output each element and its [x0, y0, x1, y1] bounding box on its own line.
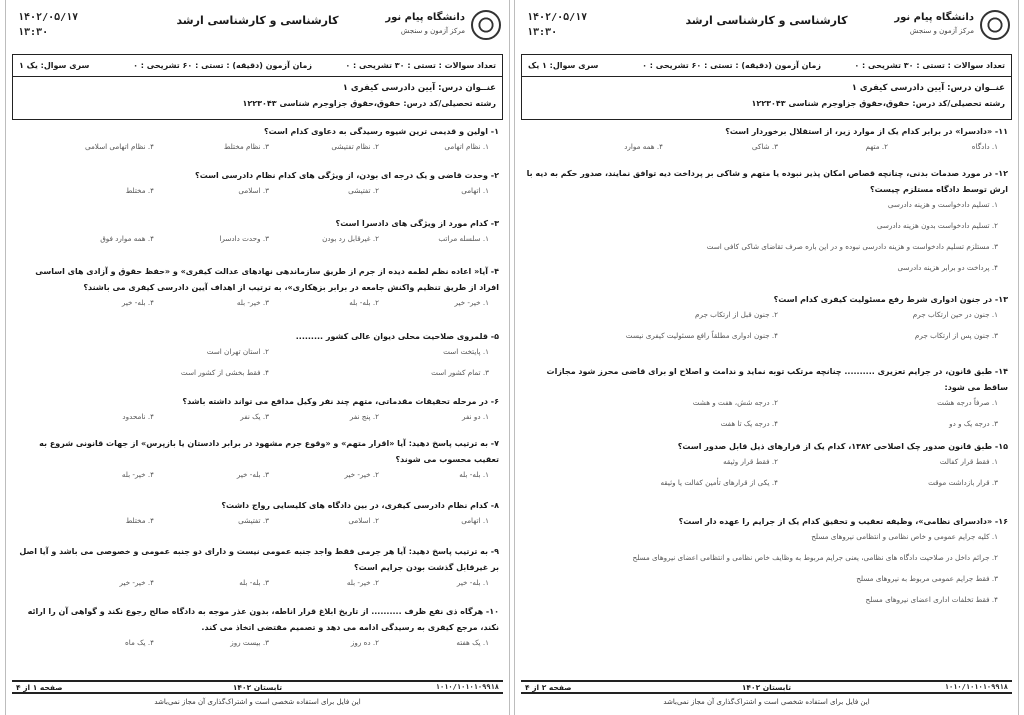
answer-option[interactable]: ۴. درجه یک تا هفت	[720, 419, 778, 428]
question-item	[525, 364, 1008, 438]
question-text: ۱۶- «دادسرای نظامی»، وظیفه تعقیب و تحقیق کدام یک از جرایم را عهده دار است؟	[678, 517, 1008, 526]
question-count: تعداد سوالات : تستی : ۳۰ تشریحی : ۰	[345, 61, 496, 70]
answer-option[interactable]: ۱. دو نفر	[461, 412, 489, 421]
answer-option[interactable]: ۱. سلسله مراتب	[438, 234, 489, 243]
answer-option[interactable]: ۴. نامحدود	[122, 412, 154, 421]
answer-option[interactable]: ۴. خیر- بله	[121, 470, 154, 479]
question-series: سری سوال: ۱ یک	[528, 61, 599, 70]
answer-option[interactable]: ۲. اسلامی	[348, 516, 379, 525]
question-series: سری سوال: یک ۱	[19, 61, 90, 70]
question-text: ۱۵- طبق قانون صدور چک اصلاحی ۱۳۸۲، کدام یک از قرارهای ذیل قابل صدور است؟	[677, 442, 1008, 451]
answer-option[interactable]: ۴. فقط بخشی از کشور است	[180, 368, 269, 377]
answer-option[interactable]: ۴. خیر- خیر	[119, 578, 154, 587]
field-code: رشته تحصیلی/کد درس: حقوق،حقوق جزاوجرم شناسی ۱۲۲۳۰۴۳	[242, 99, 496, 108]
field-code: رشته تحصیلی/کد درس: حقوق،حقوق جزاوجرم شناسی ۱۲۲۳۰۴۳	[751, 99, 1005, 108]
question-item	[525, 439, 1008, 497]
answer-option[interactable]: ۳. خیر- بله	[236, 298, 269, 307]
question-item	[525, 124, 1008, 156]
exam-datetime	[18, 10, 78, 40]
answer-option[interactable]: ۱. اتهامی	[461, 186, 489, 195]
question-item	[16, 498, 499, 530]
question-text: ۱۳- در جنون ادواری شرط رفع مسئولیت کیفری کدام است؟	[773, 295, 1008, 304]
exam-datetime	[527, 10, 587, 40]
answer-option[interactable]: ۱. جنون در حین ارتکاب جرم	[912, 310, 998, 319]
question-item	[525, 166, 1008, 282]
answer-option[interactable]: ۱. خیر- خیر	[454, 298, 489, 307]
question-item	[16, 544, 499, 592]
exam-page-2	[514, 0, 1019, 715]
exam-info-row	[522, 55, 1011, 77]
exam-duration: زمان آزمون (دقیقه) : تستی : ۶۰ تشریحی : ۰	[133, 61, 312, 70]
question-text: ۴- آیا« اعاده نظم لطمه دیده از جرم از طریق سازماندهی نهادهای عدالت کیفری» و «حفظ حقوق و آزادی های اساسی افراد از طریق تنظیم واکنش جامعه در برابر بزهکاری»، به ترتیب از اهداف آیین دادرسی کیفری می باشند؟	[35, 267, 499, 292]
answer-option[interactable]: ۱. پایتخت است	[443, 347, 489, 356]
question-text: ۹- به ترتیب پاسخ دهید: آیا هر جرمی فقط واجد جنبه عمومی نیست و دارای دو جنبه عمومی و خصوصی می باشد و آیا اصل بر غیرقابل گذشت بودن جرایم است؟	[19, 547, 499, 572]
answer-option[interactable]: ۲. تفتیشی	[348, 186, 379, 195]
exam-date: ۱۴۰۲/۰۵/۱۷	[527, 12, 588, 23]
answer-option[interactable]: ۳. مستلزم تسلیم دادخواست و هزینه دادرسی نبوده و در این باره صرف تقاضای شاکی کافی است	[706, 242, 998, 251]
answer-option[interactable]: ۲. تسلیم دادخواست بدون هزینه دادرسی	[876, 221, 998, 230]
question-item	[16, 216, 499, 248]
answer-option[interactable]: ۴. یک ماه	[125, 638, 154, 647]
answer-option[interactable]: ۳. وحدت دادسرا	[219, 234, 269, 243]
answer-option[interactable]: ۴. یکی از قرارهای تأمین کفالت یا وثیقه	[660, 478, 778, 487]
center-name: مرکز آزمون و سنجش	[909, 27, 974, 35]
exam-term: تابستان ۱۴۰۲	[232, 683, 283, 692]
answer-option[interactable]: ۲. نظام تفتیشی	[331, 142, 379, 151]
answer-option[interactable]: ۳. قرار بازداشت موقت	[928, 478, 998, 487]
answer-option[interactable]: ۲. درجه شش، هفت و هشت	[692, 398, 778, 407]
answer-option[interactable]: ۲. خیر- خیر	[344, 470, 379, 479]
question-text: ۱۱- «دادسرا» در برابر کدام یک از موارد زیر، از استقلال برخوردار است؟	[725, 127, 1008, 136]
question-text: ۱۲- در مورد صدمات بدنی، چنانچه قصاص امکان پذیر نبوده یا متهم و شاکی بر پرداخت دیه توافق نمایند، صدور حکم به دیه با ارش توسط دادگاه مستلزم چیست؟	[526, 169, 1008, 194]
page-header	[14, 10, 501, 50]
question-text: ۷- به ترتیب پاسخ دهید: آیا «اقرار متهم» و «وقوع جرم مشهود در برابر دادستان یا بازپرس» از جهات قانونی شروع به تعقیب محسوب می شوند؟	[39, 439, 499, 464]
exam-duration: زمان آزمون (دقیقه) : تستی : ۶۰ تشریحی : ۰	[642, 61, 821, 70]
answer-option[interactable]: ۲. غیرقابل رد بودن	[322, 234, 379, 243]
question-count: تعداد سوالات : تستی : ۳۰ تشریحی : ۰	[854, 61, 1005, 70]
answer-option[interactable]: ۳. تمام کشور است	[431, 368, 489, 377]
exam-info-box	[12, 54, 503, 120]
answer-option[interactable]: ۳. تفتیشی	[238, 516, 269, 525]
question-item	[16, 394, 499, 426]
answer-option[interactable]: ۲. متهم	[865, 142, 888, 151]
question-text: ۶- در مرحله تحقیقات مقدماتی، متهم چند نفر وکیل مدافع می تواند داشته باشد؟	[182, 397, 499, 406]
exam-date: ۱۴۰۲/۰۵/۱۷	[18, 12, 79, 23]
course-title: عنــوان درس: آیین دادرسی کیفری ۱	[342, 83, 496, 93]
answer-option[interactable]: ۲. پنج نفر	[349, 412, 379, 421]
answer-option[interactable]: ۳. اسلامی	[238, 186, 269, 195]
answer-option[interactable]: ۴. مختلط	[125, 186, 154, 195]
exam-level-title: کارشناسی و کارشناسی ارشد	[176, 14, 339, 27]
page-footer	[521, 680, 1012, 694]
answer-option[interactable]: ۳. بیست روز	[230, 638, 269, 647]
answer-option[interactable]: ۲. ده روز	[350, 638, 379, 647]
answer-option[interactable]: ۳. بله- خیر	[236, 470, 269, 479]
question-item	[16, 329, 499, 387]
answer-option[interactable]: ۱. دادگاه	[971, 142, 998, 151]
answer-option[interactable]: ۴. پرداخت دو برابر هزینه دادرسی	[897, 263, 998, 272]
question-item	[16, 264, 499, 312]
question-item	[16, 604, 499, 652]
exam-time: ۱۳:۳۰	[18, 27, 49, 38]
answer-option[interactable]: ۴. جنون ادواری مطلقاً رافع مسئولیت کیفری نیست	[625, 331, 778, 340]
exam-level-title: کارشناسی و کارشناسی ارشد	[685, 14, 848, 27]
answer-option[interactable]: ۳. یک نفر	[240, 412, 269, 421]
answer-option[interactable]: ۱. بله- بله	[459, 470, 489, 479]
answer-option[interactable]: ۴. فقط تخلفات اداری اعضای نیروهای مسلح	[865, 595, 998, 604]
answer-option[interactable]: ۳. درجه یک و دو	[949, 419, 998, 428]
page-number: صفحه ۲ از ۴	[525, 683, 572, 692]
answer-option[interactable]: ۲. بله- بله	[349, 298, 379, 307]
answer-option[interactable]: ۳. نظام مختلط	[223, 142, 269, 151]
answer-option[interactable]: ۲. خیر- بله	[346, 578, 379, 587]
question-text: ۸- کدام نظام دادرسی کیفری، در بین دادگاه های کلیسایی رواج داشت؟	[221, 501, 499, 510]
answer-option[interactable]: ۱. صرفاً درجه هشت	[937, 398, 998, 407]
answer-option[interactable]: ۳. فقط جرایم عمومی مربوط به نیروهای مسلح	[856, 574, 998, 583]
answer-option[interactable]: ۱. بله- خیر	[456, 578, 489, 587]
answer-option[interactable]: ۲. استان تهران است	[206, 347, 269, 356]
course-title: عنــوان درس: آیین دادرسی کیفری ۱	[851, 83, 1005, 93]
question-text: ۵- قلمروی صلاحیت محلی دیوان عالی کشور .........	[295, 332, 499, 341]
answer-option[interactable]: ۱. فقط قرار کفالت	[939, 457, 998, 466]
answer-option[interactable]: ۲. جرائم داخل در صلاحیت دادگاه های نظامی، یعنی جرایم مربوط به وظایف خاص نظامی و انتظامی اعضای نیروهای مسلح	[632, 553, 998, 562]
answer-option[interactable]: ۴. بله- خیر	[121, 298, 154, 307]
answer-option[interactable]: ۳. شاکی	[751, 142, 778, 151]
question-text: ۲- وحدت قاضی و یک درجه ای بودن، از ویژگی های کدام نظام دادرسی است؟	[195, 171, 499, 180]
answer-option[interactable]: ۴. همه موارد	[624, 142, 663, 151]
center-name: مرکز آزمون و سنجش	[400, 27, 465, 35]
question-item	[16, 124, 499, 156]
answer-option[interactable]: ۳. جنون پس از ارتکاب جرم	[914, 331, 998, 340]
copyright-note: این فایل برای استفاده شخصی است و اشتراک‌گذاری آن مجاز نمی‌باشد	[663, 698, 870, 706]
answer-option[interactable]: ۱. تسلیم دادخواست و هزینه دادرسی	[887, 200, 998, 209]
exam-page-1	[5, 0, 510, 715]
question-text: ۱- اولین و قدیمی ترین شیوه رسیدگی به دعاوی کدام است؟	[263, 127, 499, 136]
exam-code: ۱۰۱۰/۱۰۱۰۱۰۹۹۱۸	[435, 683, 499, 691]
answer-option[interactable]: ۴. نظام اتهامی اسلامی	[84, 142, 154, 151]
university-name: دانشگاه پیام نور	[385, 12, 465, 23]
answer-option[interactable]: ۲. جنون قبل از ارتکاب جرم	[695, 310, 778, 319]
question-text: ۱۴- طبق قانون، در جرایم تعزیری .......... چنانچه مرتکب توبه نماید و ندامت و اصلاح او برای قاضی محرز شود مجازات ساقط می شود:	[546, 367, 1008, 392]
exam-time: ۱۳:۳۰	[527, 27, 558, 38]
question-text: ۳- کدام مورد از ویژگی های دادسرا است؟	[335, 219, 499, 228]
answer-option[interactable]: ۴. مختلط	[125, 516, 154, 525]
answer-option[interactable]: ۱. اتهامی	[461, 516, 489, 525]
university-name: دانشگاه پیام نور	[894, 12, 974, 23]
answer-option[interactable]: ۱. کلیه جرایم عمومی و خاص نظامی و انتظامی نیروهای مسلح	[811, 532, 998, 541]
answer-option[interactable]: ۲. فقط قرار وثیقه	[723, 457, 778, 466]
answer-option[interactable]: ۱. نظام اتهامی	[444, 142, 489, 151]
question-item	[16, 168, 499, 200]
page-header	[523, 10, 1010, 50]
answer-option[interactable]: ۳. بله- بله	[239, 578, 269, 587]
exam-info-box	[521, 54, 1012, 120]
question-item	[16, 436, 499, 484]
answer-option[interactable]: ۴. همه موارد فوق	[100, 234, 154, 243]
exam-info-row	[13, 55, 502, 77]
page-footer	[12, 680, 503, 694]
question-item	[525, 514, 1008, 614]
page-number: صفحه ۱ از ۴	[16, 683, 63, 692]
question-text: ۱۰- هرگاه ذی نفع ظرف .......... از تاریخ ابلاغ قرار اناطه، بدون عذر موجه به دادگاه صالح رجوع نکند و گواهی آن را ارائه نکند، مرجع کیفری به رسیدگی ادامه می دهد و تصمیم مقتضی اتخاذ می کند.	[27, 607, 499, 632]
copyright-note: این فایل برای استفاده شخصی است و اشتراک‌گذاری آن مجاز نمی‌باشد	[154, 698, 361, 706]
answer-option[interactable]: ۱. یک هفته	[456, 638, 489, 647]
exam-term: تابستان ۱۴۰۲	[741, 683, 792, 692]
question-item	[525, 292, 1008, 350]
exam-code: ۱۰۱۰/۱۰۱۰۱۰۹۹۱۸	[944, 683, 1008, 691]
